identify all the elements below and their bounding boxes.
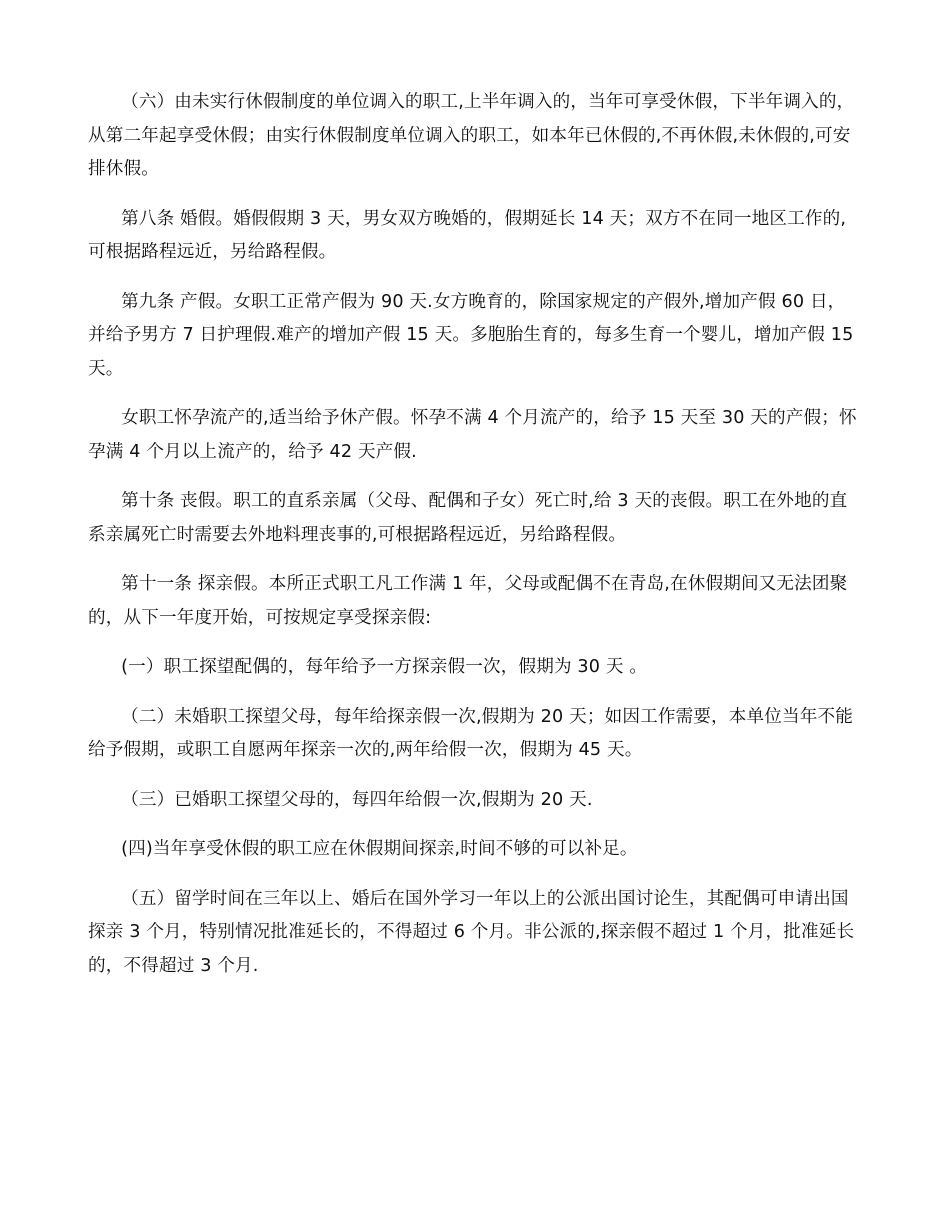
paragraph-home-leave-spouse: (一）职工探望配偶的，每年给予一方探亲假一次，假期为 30 天 。 bbox=[121, 657, 648, 677]
paragraph-maternity-leave: 第九条 产假。女职工正常产假为 90 天.女方晚育的，除国家规定的产假外,增加产假 60 日，并给予男方 7 日护理假.难产的增加产假 15 天。多胞胎生育的，每多生育一个婴儿，增加产假 15 天。 bbox=[88, 291, 854, 379]
paragraph-home-leave-annual: (四)当年享受休假的职工应在休假期间探亲,时间不够的可以补足。 bbox=[121, 839, 638, 859]
paragraph-bereavement-leave: 第十条 丧假。职工的直系亲属（父母、配偶和子女）死亡时,给 3 天的丧假。职工在外地的直系亲属死亡时需要去外地料理丧事的,可根据路程远近，另给路程假。 bbox=[88, 491, 848, 545]
paragraph-home-leave-abroad: （五）留学时间在三年以上、婚后在国外学习一年以上的公派出国讨论生，其配偶可申请出国探亲 3 个月，特别情况批准延长的，不得超过 6 个月。非公派的,探亲假不超过 1 个月，批准延长的，不得超过 3 个月. bbox=[88, 888, 855, 976]
paragraph-transfer-leave: （六）由未实行休假制度的单位调入的职工,上半年调入的，当年可享受休假，下半年调入的，从第二年起享受休假；由实行休假制度单位调入的职工，如本年已休假的,不再休假,未休假的,可安排休假。 bbox=[88, 92, 855, 179]
paragraph-home-leave-unmarried: （二）未婚职工探望父母，每年给探亲假一次,假期为 20 天；如因工作需要，本单位当年不能给予假期，或职工自愿两年探亲一次的,两年给假一次，假期为 45 天。 bbox=[88, 706, 854, 760]
paragraph-home-leave-married: （三）已婚职工探望父母的，每四年给假一次,假期为 20 天. bbox=[121, 789, 593, 810]
paragraph-miscarriage-leave: 女职工怀孕流产的,适当给予休产假。怀孕不满 4 个月流产的，给予 15 天至 30 天的产假；怀孕满 4 个月以上流产的，给予 42 天产假. bbox=[88, 408, 857, 462]
paragraph-marriage-leave: 第八条 婚假。婚假假期 3 天，男女双方晚婚的，假期延长 14 天；双方不在同一地区工作的,可根据路程远近，另给路程假。 bbox=[88, 208, 847, 262]
document-body bbox=[88, 86, 860, 999]
paragraph-home-leave: 第十一条 探亲假。本所正式职工凡工作满 1 年，父母或配偶不在青岛,在休假期间又无法团聚的，从下一年度开始，可按规定享受探亲假: bbox=[88, 574, 848, 628]
